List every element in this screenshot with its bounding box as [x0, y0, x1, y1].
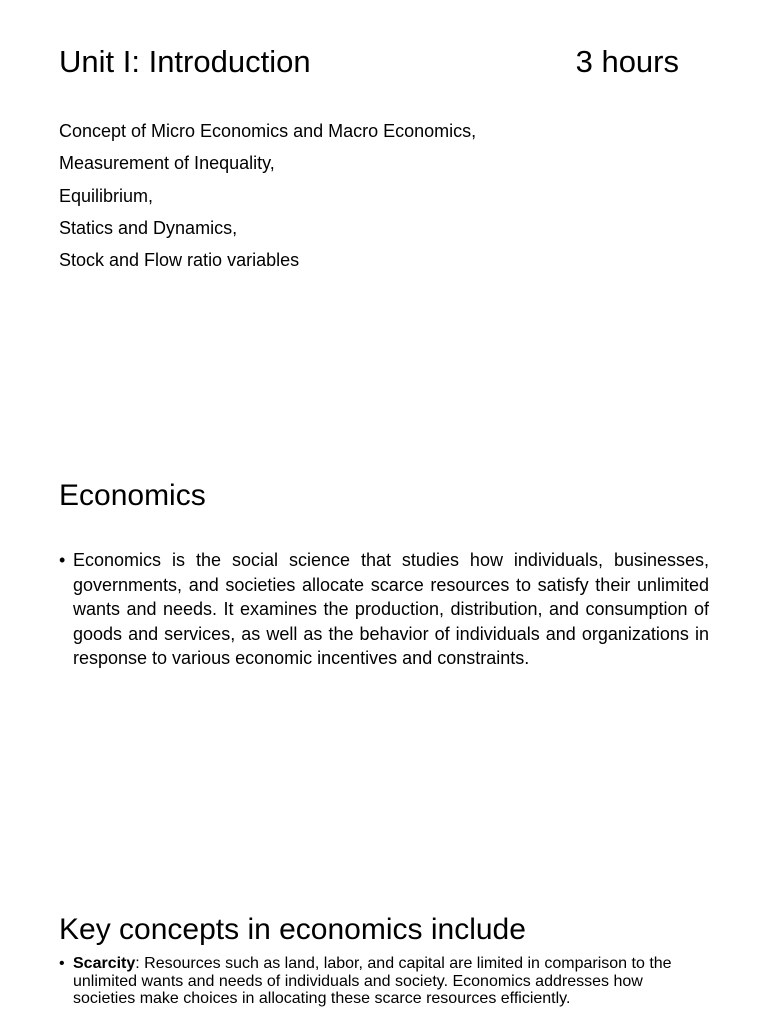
slide-heading: Economics — [59, 479, 206, 512]
concept-term: Scarcity — [73, 955, 136, 972]
bullet-item — [59, 955, 709, 1008]
slide-economics — [0, 440, 768, 840]
slide-key-concepts — [0, 880, 768, 1024]
slide-unit-intro — [0, 0, 768, 384]
unit-duration: 3 hours — [575, 44, 679, 79]
concept-description: : Resources such as land, labor, and capital are limited in comparison to the unlimited wants and needs of individuals and society. Economics addresses how societies make choices in allocating these scarce resources efficiently. — [73, 955, 672, 1007]
topic-item: Concept of Micro Economics and Macro Economics, — [59, 121, 477, 141]
topic-item: Equilibrium, — [59, 185, 154, 206]
scarcity-definition — [73, 955, 709, 1008]
topic-list — [59, 115, 476, 276]
unit-title-row — [59, 40, 679, 84]
topic-item: Stock and Flow ratio variables — [59, 250, 300, 271]
bullet-item — [59, 548, 709, 671]
bullet-icon: • — [59, 955, 65, 972]
slide-heading: Key concepts in economics include — [59, 913, 526, 946]
unit-title: Unit I: Introduction — [59, 44, 311, 79]
topic-item: Statics and Dynamics, — [59, 217, 238, 238]
topic-item: Measurement of Inequality, — [59, 153, 275, 174]
bullet-icon: • — [59, 550, 66, 570]
economics-definition: Economics is the social science that studies how individuals, businesses, governments, and societies allocate scarce resources to satisfy their unlimited wants and needs. It examines the production, distribution, and consumption of goods and services, as well as the behavior of individuals and organizations in response to various economic incentives and constraints. — [73, 550, 709, 668]
